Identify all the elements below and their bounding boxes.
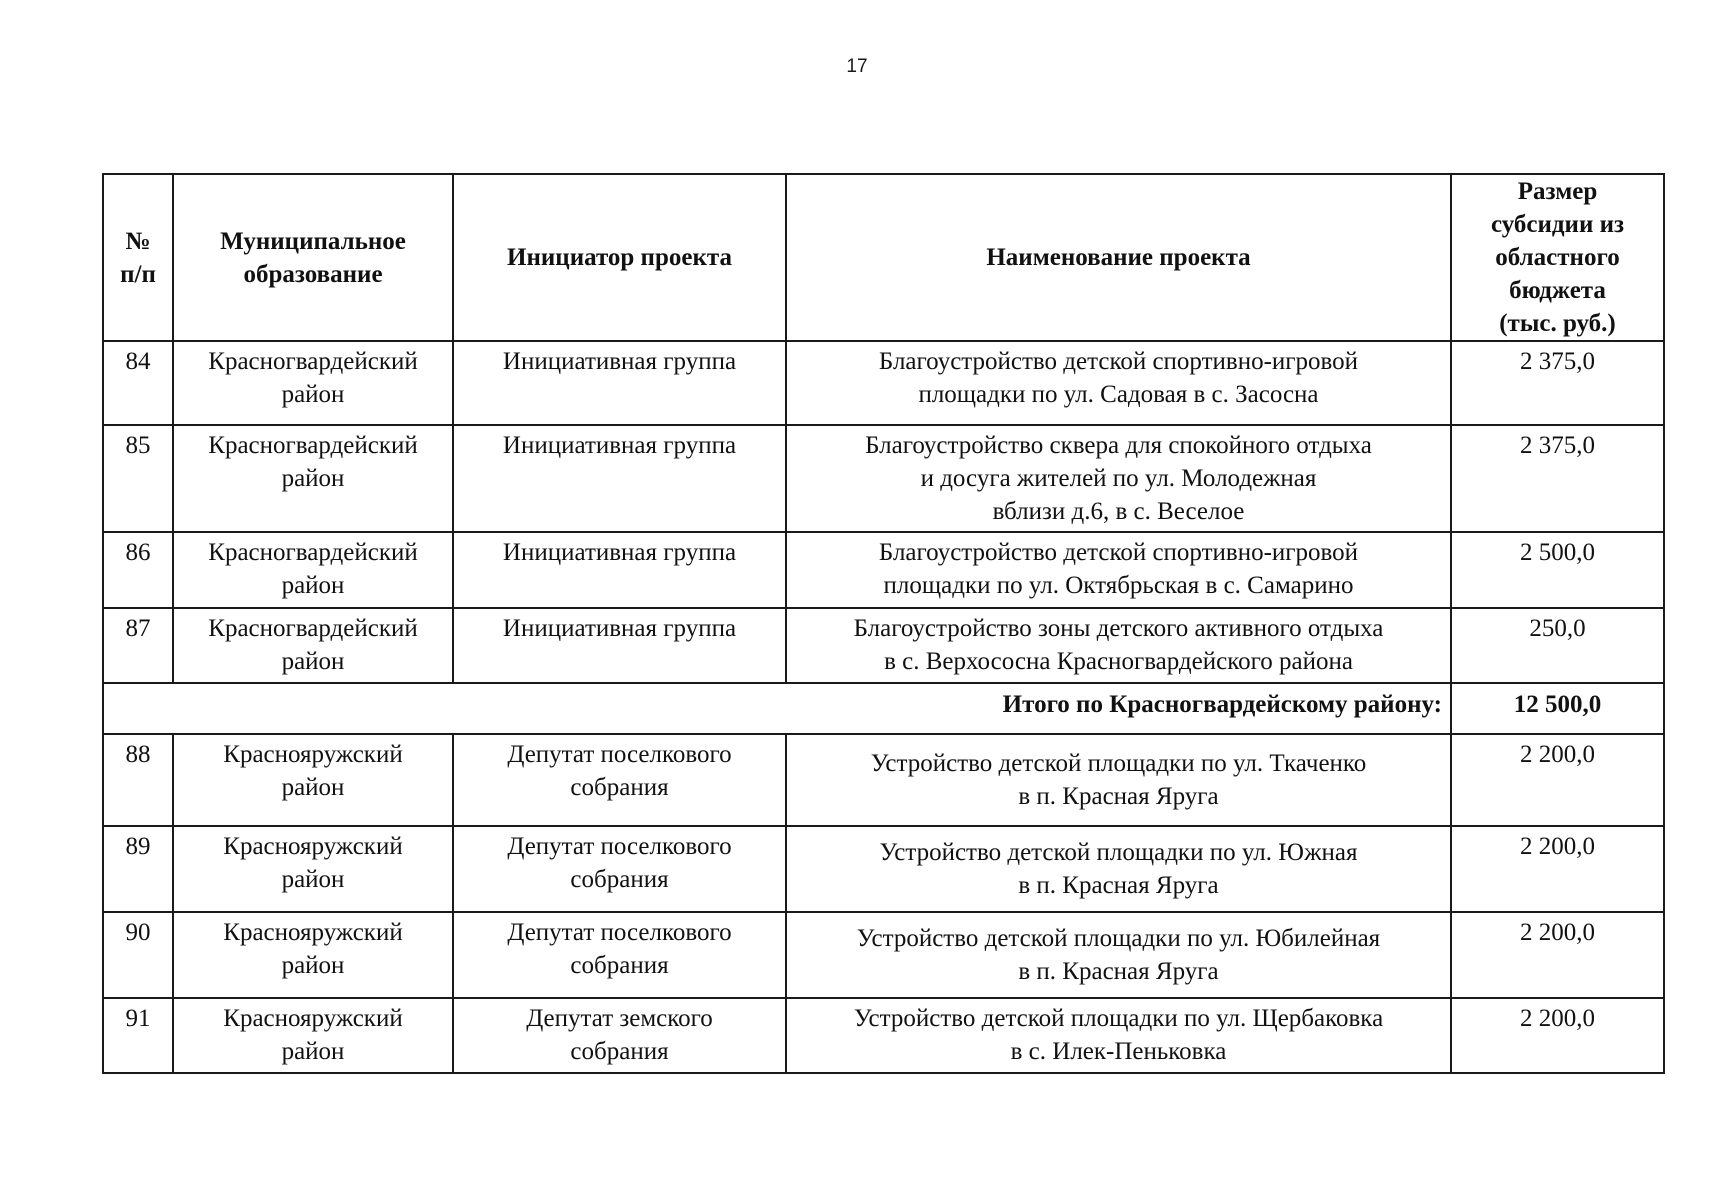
initiator-cell: Инициативная группа	[453, 425, 786, 532]
municipality-cell: Краснояружский район	[173, 912, 453, 998]
amount-cell: 2 500,0	[1451, 532, 1664, 608]
total-row	[103, 683, 1664, 734]
initiator-cell: Инициативная группа	[453, 532, 786, 608]
amount-cell: 2 200,0	[1451, 826, 1664, 912]
row-number: 91	[103, 998, 173, 1073]
header-num: № п/п	[103, 174, 173, 341]
municipality-cell: Красногвардейский район	[173, 608, 453, 683]
initiator-cell: Депутат земского собрания	[453, 998, 786, 1073]
header-project: Наименование проекта	[786, 174, 1451, 341]
amount-cell: 2 200,0	[1451, 734, 1664, 826]
municipality-cell: Краснояружский район	[173, 998, 453, 1073]
municipality-cell: Краснояружский район	[173, 826, 453, 912]
table-row	[103, 608, 1664, 683]
initiator-cell: Депутат поселкового собрания	[453, 734, 786, 826]
amount-cell: 2 375,0	[1451, 341, 1664, 425]
initiator-cell: Инициативная группа	[453, 341, 786, 425]
amount-cell: 2 200,0	[1451, 912, 1664, 998]
municipality-cell: Красногвардейский район	[173, 532, 453, 608]
header-municipality: Муниципальное образование	[173, 174, 453, 341]
total-label: Итого по Красногвардейскому району:	[103, 683, 1451, 734]
row-number: 89	[103, 826, 173, 912]
row-number: 88	[103, 734, 173, 826]
table-row	[103, 532, 1664, 608]
amount-cell: 250,0	[1451, 608, 1664, 683]
municipality-cell: Красногвардейский район	[173, 425, 453, 532]
row-number: 86	[103, 532, 173, 608]
municipality-cell: Краснояружский район	[173, 734, 453, 826]
table-header-row	[103, 174, 1664, 341]
table-row	[103, 826, 1664, 912]
page-number: 17	[846, 56, 868, 77]
initiator-cell: Депутат поселкового собрания	[453, 912, 786, 998]
project-cell: Благоустройство детской спортивно-игровой площадки по ул. Октябрьская в с. Самарино	[786, 532, 1451, 608]
total-amount: 12 500,0	[1451, 683, 1664, 734]
initiator-cell: Инициативная группа	[453, 608, 786, 683]
project-cell: Устройство детской площадки по ул. Щербаковка в с. Илек-Пеньковка	[786, 998, 1451, 1073]
subsidy-table	[102, 173, 1665, 1074]
municipality-cell: Красногвардейский район	[173, 341, 453, 425]
table-row	[103, 734, 1664, 826]
row-number: 85	[103, 425, 173, 532]
table-row	[103, 998, 1664, 1073]
project-cell: Устройство детской площадки по ул. Ткаченко в п. Красная Яруга	[786, 734, 1451, 826]
initiator-cell: Депутат поселкового собрания	[453, 826, 786, 912]
project-cell: Благоустройство сквера для спокойного отдыха и досуга жителей по ул. Молодежная вблизи д.6, в с. Веселое	[786, 425, 1451, 532]
table-row	[103, 425, 1664, 532]
header-initiator: Инициатор проекта	[453, 174, 786, 341]
project-cell: Благоустройство детской спортивно-игровой площадки по ул. Садовая в с. Засосна	[786, 341, 1451, 425]
amount-cell: 2 200,0	[1451, 998, 1664, 1073]
project-cell: Благоустройство зоны детского активного отдыха в с. Верхососна Красногвардейского района	[786, 608, 1451, 683]
amount-cell: 2 375,0	[1451, 425, 1664, 532]
row-number: 87	[103, 608, 173, 683]
project-cell: Устройство детской площадки по ул. Юбилейная в п. Красная Яруга	[786, 912, 1451, 998]
row-number: 90	[103, 912, 173, 998]
project-cell: Устройство детской площадки по ул. Южная в п. Красная Яруга	[786, 826, 1451, 912]
row-number: 84	[103, 341, 173, 425]
table-row	[103, 912, 1664, 998]
header-subsidy: Размер субсидии из областного бюджета (тыс. руб.)	[1451, 174, 1664, 341]
table-row	[103, 341, 1664, 425]
